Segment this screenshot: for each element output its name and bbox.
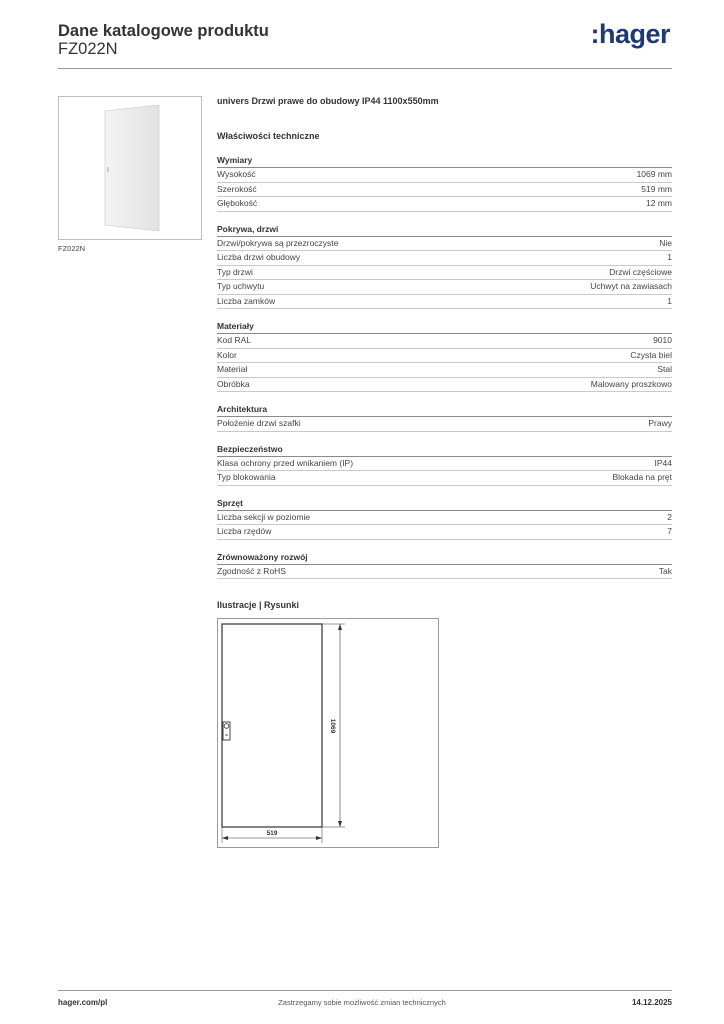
property-label: Klasa ochrony przed wnikaniem (IP) <box>217 457 354 468</box>
property-value: Uchwyt na zawiasach <box>590 281 672 291</box>
product-image-frame <box>58 96 202 240</box>
product-name: univers Drzwi prawe do obudowy IP44 1100x550mm <box>217 96 439 106</box>
property-row <box>217 378 672 393</box>
property-label: Typ uchwytu <box>217 281 265 291</box>
property-label: Materiał <box>217 364 248 374</box>
property-label: Obróbka <box>217 378 250 389</box>
property-row <box>217 417 672 432</box>
property-value: 9010 <box>653 335 672 345</box>
property-label: Głębokość <box>217 198 258 208</box>
footer-divider <box>58 990 672 991</box>
illustrations-title: Ilustracje | Rysunki <box>217 600 300 610</box>
section-title: Materiały <box>217 321 672 334</box>
property-row <box>217 237 672 252</box>
section-title: Sprzęt <box>217 498 672 511</box>
product-image-caption: FZ022N <box>58 244 86 253</box>
property-row <box>217 525 672 540</box>
property-label: Kolor <box>217 349 237 360</box>
property-row <box>217 363 672 378</box>
property-label: Liczba sekcji w poziomie <box>217 511 311 522</box>
page-header <box>58 19 672 68</box>
property-row <box>217 168 672 183</box>
product-code: FZ022N <box>58 40 118 58</box>
property-value: 7 <box>667 526 672 536</box>
property-row <box>217 334 672 349</box>
door-product-image <box>101 105 163 231</box>
property-sections <box>217 155 672 579</box>
property-value: Nie <box>659 237 672 248</box>
footer-website-link[interactable]: hager.com/pl <box>58 998 108 1007</box>
footer-date: 14.12.2025 <box>631 998 672 1007</box>
property-value: 1 <box>667 252 672 262</box>
property-row <box>217 565 672 580</box>
door-outline <box>222 624 322 827</box>
header-divider <box>58 68 672 69</box>
property-label: Zgodność z RoHS <box>217 565 286 576</box>
property-value: Stal <box>657 364 672 374</box>
property-label: Typ drzwi <box>217 266 253 277</box>
property-label: Liczba zamków <box>217 295 276 306</box>
property-row <box>217 266 672 281</box>
property-label: Liczba rzędów <box>217 526 272 536</box>
hager-logo: :hager <box>590 19 670 49</box>
property-value: IP44 <box>654 457 672 468</box>
section-title: Pokrywa, drzwi <box>217 224 672 237</box>
property-row <box>217 295 672 310</box>
property-row <box>217 471 672 486</box>
property-label: Drzwi/pokrywa są przezroczyste <box>217 237 339 248</box>
property-label: Wysokość <box>217 169 256 179</box>
property-label: Położenie drzwi szafki <box>217 418 301 428</box>
property-value: 2 <box>667 511 672 522</box>
property-label: Liczba drzwi obudowy <box>217 252 301 262</box>
property-value: 519 mm <box>641 183 672 194</box>
width-dimension-label: 519 <box>266 830 278 837</box>
property-label: Typ blokowania <box>217 472 276 482</box>
property-label: Szerokość <box>217 183 257 194</box>
property-row <box>217 511 672 526</box>
property-value: 1069 mm <box>636 169 672 179</box>
section-title: Zrównoważony rozwój <box>217 552 672 565</box>
page-title: Dane katalogowe produktu <box>58 22 269 40</box>
property-row <box>217 349 672 364</box>
door-lock-knob <box>224 724 229 729</box>
property-row <box>217 183 672 198</box>
property-row <box>217 251 672 266</box>
height-dimension-label: 1069 <box>329 718 336 734</box>
dimension-drawing <box>217 618 439 848</box>
property-row <box>217 280 672 295</box>
property-value: 12 mm <box>646 198 672 208</box>
property-value: Malowany proszkowo <box>590 378 672 389</box>
property-value: Czysta biel <box>630 349 672 360</box>
footer-disclaimer: Zastrzegamy sobie możliwość zmian technicznych <box>278 998 446 1007</box>
property-value: Drzwi częściowe <box>609 266 672 277</box>
section-title: Bezpieczeństwo <box>217 444 672 457</box>
property-row <box>217 457 672 472</box>
property-label: Kod RAL <box>217 335 252 345</box>
section-title: Architektura <box>217 404 672 417</box>
technical-properties <box>217 96 672 579</box>
property-value: Blokada na pręt <box>612 472 672 482</box>
property-row <box>217 197 672 212</box>
technical-properties-title: Właściwości techniczne <box>217 131 320 141</box>
property-value: 1 <box>667 295 672 306</box>
property-value: Tak <box>658 565 672 576</box>
property-value: Prawy <box>648 418 672 428</box>
section-title: Wymiary <box>217 155 672 168</box>
